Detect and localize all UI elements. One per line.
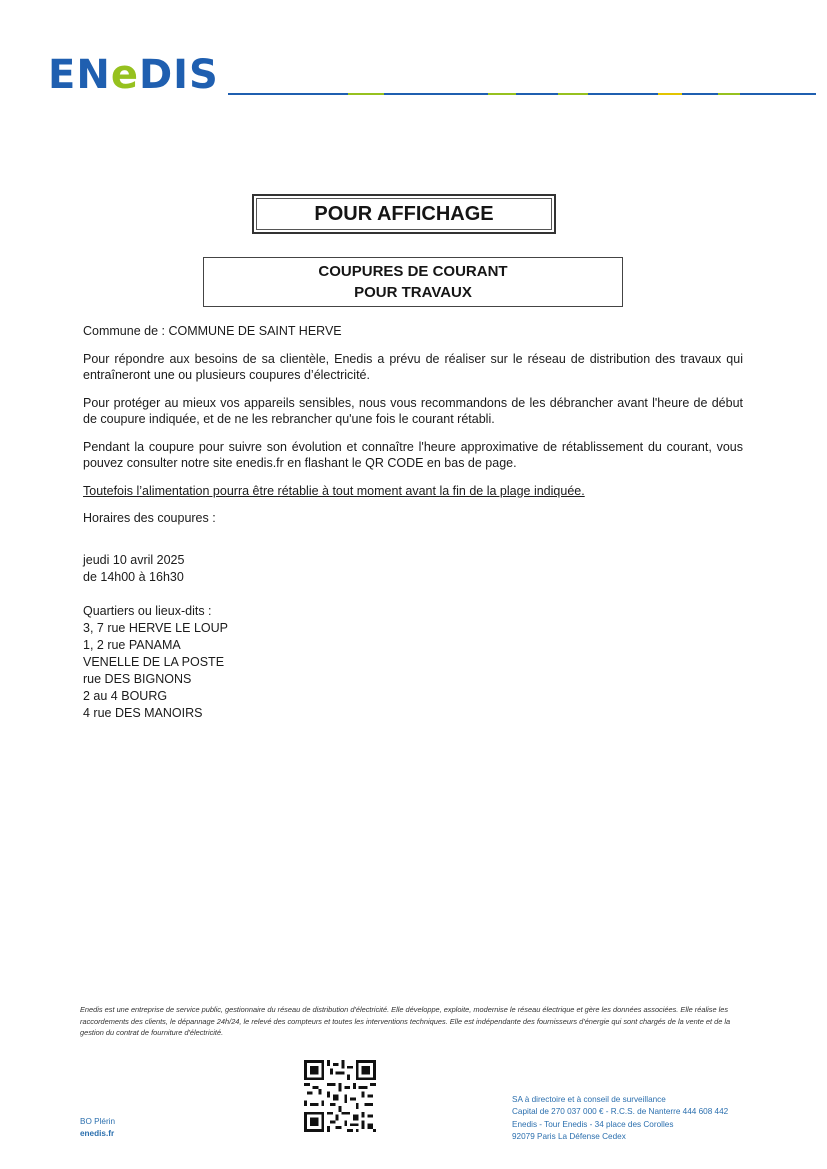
list-item: VENELLE DE LA POSTE (83, 655, 225, 669)
paragraph-works: Pour répondre aux besoins de sa clientèle, Enedis a prévu de réaliser sur le réseau de distribution des travaux qui entraîneront une ou plusieurs coupures d’électricité. (83, 351, 743, 382)
subtitle-box (203, 257, 623, 307)
qr-code-icon[interactable] (304, 1060, 376, 1132)
company-line-1: SA à directoire et à conseil de surveillance (512, 1095, 666, 1104)
subtitle-line-1: COUPURES DE COURANT (318, 263, 508, 280)
header-rule (228, 92, 816, 96)
company-line-3: Enedis - Tour Enedis - 34 place des Corolles (512, 1119, 674, 1129)
paragraph-protect: Pour protéger au mieux vos appareils sensibles, nous vous recommandons de les débrancher avant l'heure de début de coupure indiquée, et de ne les rebrancher qu'une fois le courant rétabli. (83, 395, 743, 426)
notice-body (83, 323, 743, 538)
schedule-date: jeudi 10 avril 2025 (83, 553, 185, 567)
warning-line: Toutefois l’alimentation pourra être rétablie à tout moment avant la fin de la plage indiquée. (83, 483, 585, 498)
site-info (80, 1116, 115, 1140)
list-item: 1, 2 rue PANAMA (83, 638, 181, 652)
schedule-block (83, 552, 184, 586)
schedule-label: Horaires des coupures : (83, 511, 216, 525)
company-info (512, 1094, 728, 1143)
list-item: 4 rue DES MANOIRS (83, 706, 203, 720)
website-link[interactable]: enedis.fr (80, 1129, 115, 1138)
places-block (83, 603, 228, 722)
enedis-logo: ENeDIS (48, 52, 219, 98)
company-line-4: 92079 Paris La Défense Cedex (512, 1131, 626, 1141)
company-line-2: Capital de 270 037 000 € - R.C.S. de Nanterre 444 608 442 (512, 1107, 729, 1117)
subtitle-line-2: POUR TRAVAUX (354, 284, 472, 301)
commune-line: Commune de : COMMUNE DE SAINT HERVE (83, 324, 342, 338)
paragraph-follow: Pendant la coupure pour suivre son évolution et connaître l'heure approximative de rétablissement du courant, vous pouvez consulter notre site enedis.fr en flashant le QR CODE en bas de page. (83, 439, 743, 470)
places-label: Quartiers ou lieux-dits : (83, 604, 212, 618)
list-item: 2 au 4 BOURG (83, 689, 168, 703)
title-box (252, 194, 556, 234)
notice-title: POUR AFFICHAGE (256, 198, 552, 230)
list-item: rue DES BIGNONS (83, 672, 192, 686)
schedule-time: de 14h00 à 16h30 (83, 570, 184, 584)
legal-notice: Enedis est une entreprise de service public, gestionnaire du réseau de distribution d'électricité. Elle développe, exploite, modernise le réseau électrique et gère les données associées. Elle réalise les raccordements des clients, le dépannage 24h/24, le relevé des compteurs et toutes les interventions techniques. Elle est indépendante des fournisseurs d'énergie qui sont chargés de la vente et de la gestion du contrat de fourniture d'électricité. (80, 1005, 731, 1037)
list-item: 3, 7 rue HERVE LE LOUP (83, 621, 228, 635)
site-name: BO Plérin (80, 1117, 116, 1126)
